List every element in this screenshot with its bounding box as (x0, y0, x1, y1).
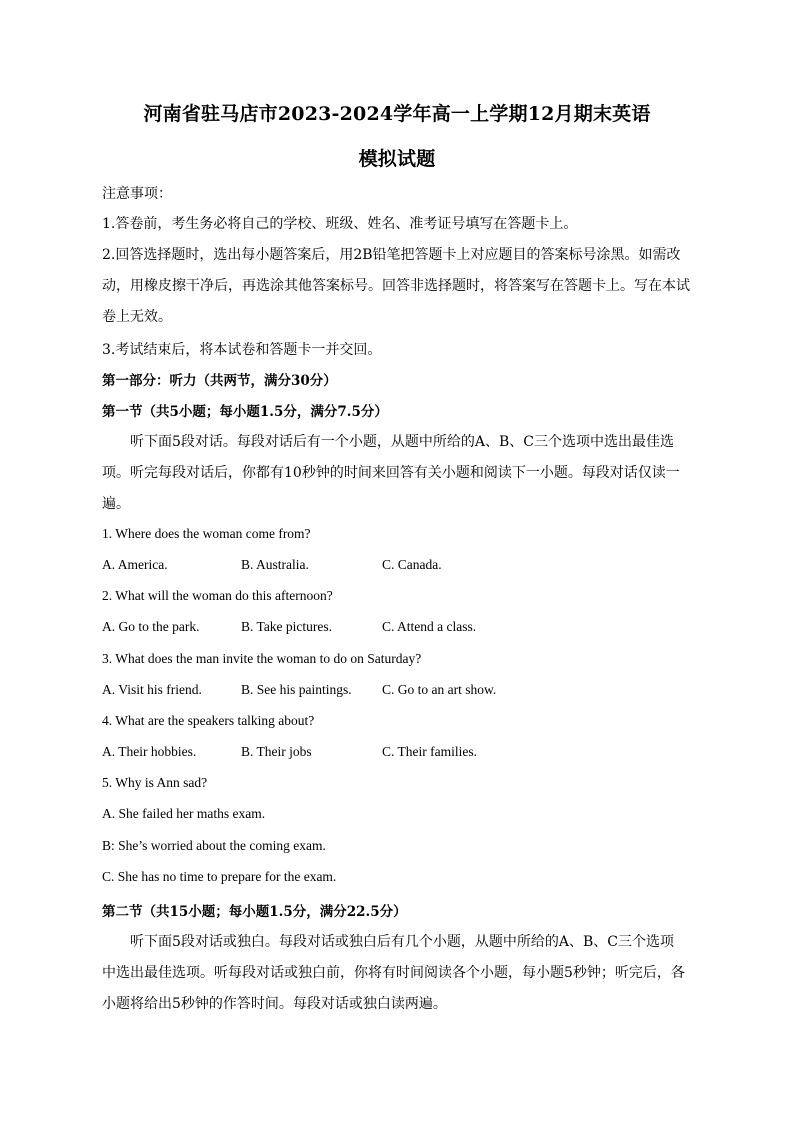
part1-heading: 第一部分：听力（共两节，满分30分） (102, 373, 337, 389)
notes-item-2-line2: 动，用橡皮擦干净后，再选涂其他答案标号。回答非选择题时，将答案写在答题卡上。写在本试 (102, 278, 690, 294)
question-2: 2. What will the woman do this afternoon? (102, 588, 333, 603)
question-2-option-b: B. Take pictures. (241, 619, 333, 634)
question-5: 5. Why is Ann sad? (102, 775, 208, 790)
question-3-option-c: C. Go to an art show. (382, 682, 497, 697)
notes-item-2-line3: 卷上无效。 (102, 309, 172, 325)
question-1-option-c: C. Canada. (382, 557, 442, 572)
section1-intro-line2: 项。听完每段对话后，你都有10秒钟的时间来回答有关小题和阅读下一小题。每段对话仅读一 (102, 465, 680, 481)
section2-heading: 第二节（共15小题；每小题1.5分，满分22.5分） (102, 904, 407, 920)
question-4: 4. What are the speakers talking about? (102, 713, 315, 728)
notes-item-2-line1: 2.回答选择题时，选出每小题答案后，用2B铅笔把答题卡上对应题目的答案标号涂黑。如需改 (102, 247, 681, 263)
section2-intro-line3: 小题将给出5秒钟的作答时间。每段对话或独白读两遍。 (102, 996, 447, 1012)
question-5-option-a: A. She failed her maths exam. (102, 806, 266, 821)
question-4-option-c: C. Their families. (382, 744, 477, 759)
question-4-option-a: A. Their hobbies. (102, 744, 197, 759)
exam-title-line2: 模拟试题 (358, 148, 436, 170)
question-3: 3. What does the man invite the woman to do on Saturday? (102, 651, 422, 666)
question-4-option-b: B. Their jobs (241, 744, 312, 759)
question-3-option-b: B. See his paintings. (241, 682, 352, 697)
question-2-option-c: C. Attend a class. (382, 619, 477, 634)
section2-intro-line2: 中选出最佳选项。听每段对话或独白前，你将有时间阅读各个小题，每小题5秒钟；听完后，各 (102, 965, 685, 981)
question-2-option-a: A. Go to the park. (102, 619, 200, 634)
section2-intro-line1: 听下面5段对话或独白。每段对话或独白后有几个小题，从题中所给的A、B、C三个选项 (130, 934, 675, 950)
question-5-option-b: B: She’s worried about the coming exam. (102, 838, 326, 853)
notes-item-1: 1.答卷前，考生务必将自己的学校、班级、姓名、准考证号填写在答题卡上。 (102, 216, 578, 232)
question-5-option-c: C. She has no time to prepare for the exam. (102, 869, 337, 884)
notes-item-3: 3.考试结束后，将本试卷和答题卡一并交回。 (102, 342, 382, 358)
exam-title-line1: 河南省驻马店市2023-2024学年高一上学期12月期末英语 (143, 103, 651, 125)
section1-intro-line1: 听下面5段对话。每段对话后有一个小题，从题中所给的A、B、C三个选项中选出最佳选 (130, 434, 675, 450)
question-3-option-a: A. Visit his friend. (102, 682, 202, 697)
notes-heading: 注意事项： (102, 186, 172, 202)
section1-intro-line3: 遍。 (102, 496, 130, 512)
question-1-option-a: A. America. (102, 557, 168, 572)
question-1-option-b: B. Australia. (241, 557, 309, 572)
section1-heading: 第一节（共5小题；每小题1.5分，满分7.5分） (102, 404, 388, 420)
question-1: 1. Where does the woman come from? (102, 526, 311, 541)
